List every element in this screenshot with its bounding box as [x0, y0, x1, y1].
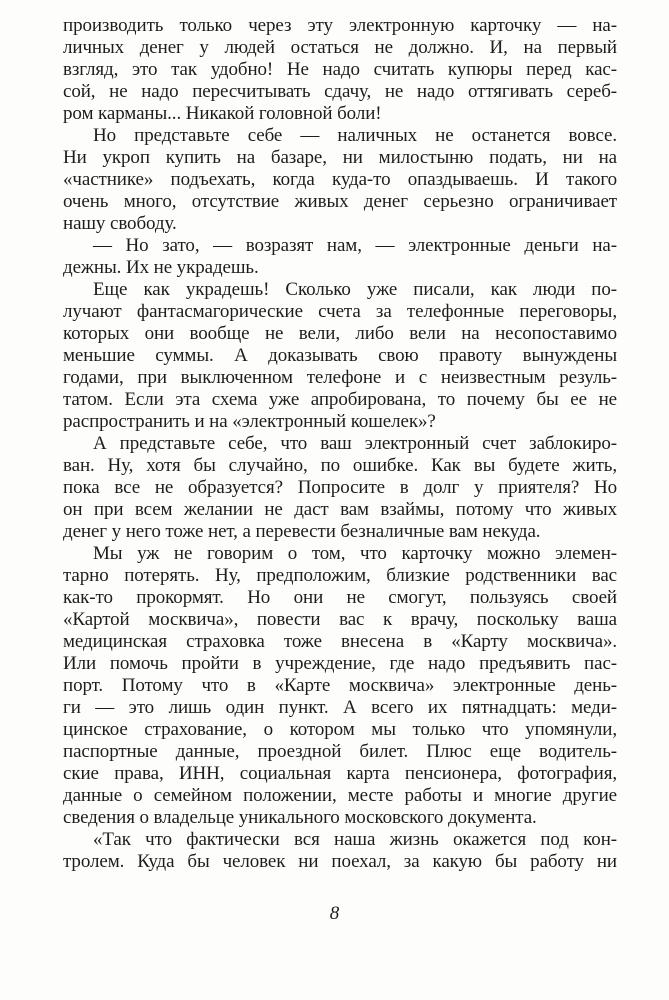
text-line: распространить и на «электронный кошелек»? — [63, 411, 436, 432]
text-line: ги — это лишь один пункт. А всего их пятнадцать: меди- — [63, 697, 617, 718]
text-line: дежны. Их не украдешь. — [63, 257, 259, 278]
text-line: производить только через эту электронную карточку — на- — [63, 15, 617, 36]
text-line: медицинская страховка тоже внесена в «Карту москвича». — [63, 631, 617, 652]
text-line: ван. Ну, хотя бы случайно, по ошибке. Как вы будете жить, — [63, 455, 617, 476]
text-line: паспортные данные, проездной билет. Плюс еще водитель- — [63, 741, 617, 762]
text-line: лучают фантасмагорические счета за телефонные переговоры, — [63, 301, 617, 322]
text-line: Еще как украдешь! Сколько уже писали, как люди по- — [93, 279, 617, 300]
text-line: годами, при выключенном телефоне и с неизвестным резуль- — [63, 367, 617, 388]
text-line: тарно потерять. Ну, предположим, близкие родственники вас — [63, 565, 617, 586]
paragraph — [63, 279, 617, 433]
text-line: ром карманы... Никакой головной боли! — [63, 103, 382, 124]
text-line: А представьте себе, что ваш электронный счет заблокиро- — [93, 433, 617, 454]
text-line: очень много, отсутствие живых денег серьезно ограничивает — [63, 191, 617, 212]
text-line: пока все не образуется? Попросите в долг у приятеля? Но — [63, 477, 617, 498]
text-line: нашу свободу. — [63, 213, 177, 234]
text-line: «Картой москвича», повести вас к врачу, поскольку ваша — [63, 609, 617, 630]
page-text-block — [63, 15, 617, 873]
text-line: Ни укроп купить на базаре, ни милостыню подать, ни на — [63, 147, 617, 168]
paragraph — [63, 125, 617, 235]
page-number: 8 — [329, 903, 340, 924]
text-line: Но представьте себе — наличных не останется вовсе. — [93, 125, 617, 146]
paragraph — [63, 235, 617, 279]
text-line: взгляд, это так удобно! Не надо считать купюры перед кас- — [63, 59, 617, 80]
text-line: которых они вообще не вели, либо вели на несопоставимо — [63, 323, 617, 344]
text-line: сой, не надо пересчитывать сдачу, не надо оттягивать сереб- — [63, 81, 617, 102]
text-line: личных денег у людей остаться не должно. И, на первый — [63, 37, 617, 58]
text-line: он при всем желании не даст вам взаймы, потому что живых — [63, 499, 617, 520]
text-line: Или помочь пройти в учреждение, где надо предъявить пас- — [63, 653, 617, 674]
text-line: «Так что фактически вся наша жизнь окажется под кон- — [93, 829, 617, 850]
text-line: — Но зато, — возразят нам, — электронные деньги на- — [93, 235, 617, 256]
text-line: цинское страхование, о котором мы только что упомянули, — [63, 719, 617, 740]
paragraph — [63, 433, 617, 543]
text-line: как-то прокормят. Но они не смогут, пользуясь своей — [63, 587, 617, 608]
text-line: меньшие суммы. А доказывать свою правоту вынуждены — [63, 345, 617, 366]
paragraph — [63, 829, 617, 873]
text-line: денег у него тоже нет, а перевести безналичные вам некуда. — [63, 521, 541, 542]
paragraph — [63, 543, 617, 829]
text-line: татом. Если эта схема уже апробирована, то почему бы ее не — [63, 389, 617, 410]
text-line: данные о семейном положении, месте работы и многие другие — [63, 785, 617, 806]
text-line: Мы уж не говорим о том, что карточку можно элемен- — [93, 543, 617, 564]
text-line: сведения о владельце уникального московского документа. — [63, 807, 537, 828]
paragraph — [63, 15, 617, 125]
text-line: ские права, ИНН, социальная карта пенсионера, фотография, — [63, 763, 617, 784]
text-line: порт. Потому что в «Карте москвича» электронные день- — [63, 675, 617, 696]
text-line: «частнике» подъехать, когда куда-то опаздываешь. И такого — [63, 169, 617, 190]
text-line: тролем. Куда бы человек ни поехал, за какую бы работу ни — [63, 851, 617, 872]
